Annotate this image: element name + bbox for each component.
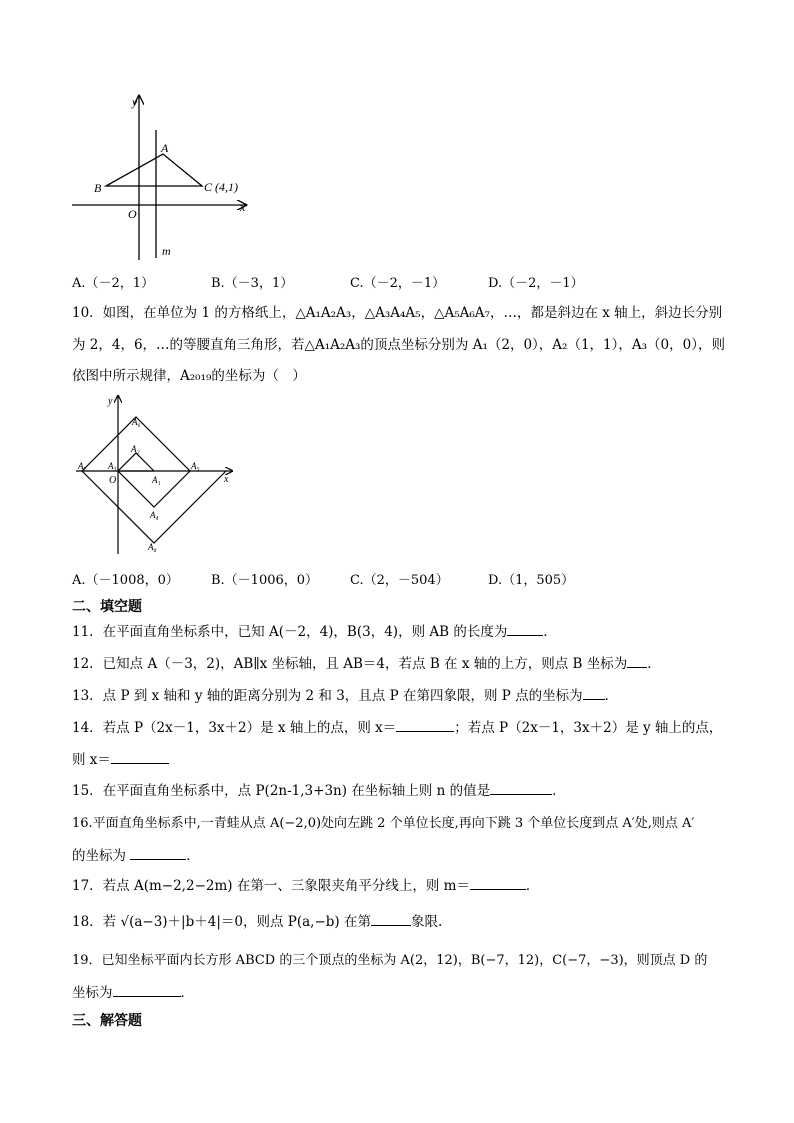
q18: [72, 912, 442, 931]
point-a-label: A: [161, 141, 169, 155]
q9-option-d[interactable]: D.（－2，－1）: [488, 276, 584, 291]
section-answer-heading: 三、解答题: [72, 1013, 142, 1029]
q14-part-b: ；若点 P（2x－1，3x＋2）是 y 轴上的点，: [454, 720, 723, 736]
label-a5: A₅: [191, 461, 200, 471]
q11: [72, 622, 557, 641]
q13-tail: ．: [604, 688, 619, 704]
label-a3: A₃: [108, 461, 117, 471]
q15-answer-blank[interactable]: [490, 781, 552, 795]
figure-q10: [74, 392, 238, 556]
q9-option-a[interactable]: A.（－2，1）: [72, 276, 155, 291]
q12-answer-blank[interactable]: [627, 654, 647, 668]
q19-line-1: 19．已知坐标平面内长方形 ABCD 的三个顶点的坐标为 A(2，12)，B(−7，12)，C(−7，−3)，则顶点 D 的: [72, 953, 708, 968]
q10-line-2: 为 2，4，6，…的等腰直角三角形，若△A₁A₂A₃的顶点坐标分别为 A₁（2，0），A₂（1，1），A₃（0，0），则: [72, 337, 725, 353]
q10-options: [72, 569, 574, 588]
q18-tail: 象限.: [410, 914, 443, 930]
label-a6: A₆: [132, 417, 141, 427]
q19-line-2: [72, 983, 194, 1002]
line-m-label: m: [162, 244, 171, 258]
q12-text: 12．已知点 A（－3，2)，AB∥x 坐标轴，且 AB＝4，若点 B 在 x 轴的上方，则点 B 坐标为: [72, 656, 628, 672]
q16-tail: ．: [186, 848, 200, 864]
q16-answer-blank[interactable]: [130, 846, 186, 860]
label-a8: A₈: [148, 542, 157, 552]
q11-answer-blank[interactable]: [507, 622, 543, 636]
q12-tail: ．: [647, 656, 661, 672]
q10-line-3: 依图中所示规律，A₂₀₁₉的坐标为（ ）: [72, 368, 306, 384]
q14-line-1: [72, 718, 722, 737]
q19-text: 坐标为: [72, 985, 113, 1001]
q9-option-c[interactable]: C.（－2，－1）: [350, 276, 446, 291]
q16-line-1: 16.平面直角坐标系中,一青蛙从点 A(−2,0)处向左跳 2 个单位长度,再向下跳 3 个单位长度到点 A′处,则点 A′: [72, 816, 695, 831]
q17-text: 17．若点 A(m−2,2−2m) 在第一、三象限夹角平分线上，则 m＝: [72, 878, 470, 894]
label-a2: A₂: [131, 444, 140, 454]
q13: [72, 686, 618, 705]
q11-text: 11．在平面直角坐标系中，已知 A(－2，4)，B(3，4)，则 AB 的长度为: [72, 624, 508, 640]
q10-option-c[interactable]: C.（2，－504）: [350, 573, 449, 588]
q10-option-b[interactable]: B.（－1006，0）: [211, 573, 319, 588]
x-axis-label: x: [240, 200, 246, 214]
q19-tail: ．: [180, 985, 194, 1001]
origin-label: O: [128, 207, 137, 221]
q10-option-d[interactable]: D.（1，505）: [488, 573, 575, 588]
q12: [72, 654, 661, 673]
q10-option-a[interactable]: A.（－1008，0）: [72, 573, 179, 588]
q14-part-a: 14．若点 P（2x－1，3x＋2）是 x 轴上的点，则 x＝: [72, 720, 397, 736]
fig10-x-label: x: [224, 474, 229, 485]
q18-text: 18．若 √(a−3)＋|b＋4|＝0，则点 P(a,−b) 在第: [72, 914, 371, 930]
fig10-origin-label: O: [109, 475, 117, 486]
q15-text: 15．在平面直角坐标系中，点 P(2n-1,3+3n) 在坐标轴上则 n 的值是: [72, 783, 491, 799]
label-a1: A₁: [152, 475, 161, 485]
q14-line-2: [72, 750, 169, 769]
q13-text: 13．点 P 到 x 轴和 y 轴的距离分别为 2 和 3，且点 P 在第四象限，则 P 点的坐标为: [72, 688, 583, 704]
point-c-coordinate: (4,1): [215, 180, 238, 194]
q9-option-b[interactable]: B.（－3，1）: [211, 276, 294, 291]
point-b-label: B: [94, 181, 102, 195]
q9-options: [72, 272, 584, 291]
q15-tail: ．: [552, 783, 566, 799]
q13-answer-blank[interactable]: [583, 686, 605, 700]
section-fill-in-heading: 二、填空题: [72, 599, 142, 615]
q14-answer-blank-1[interactable]: [396, 718, 454, 732]
triangle-abc: [106, 154, 202, 186]
q10-line-1: 10．如图，在单位为 1 的方格纸上，△A₁A₂A₃，△A₃A₄A₅，△A₅A₆A₇，…，都是斜边在 x 轴上，斜边长分别: [72, 305, 723, 321]
q17: [72, 876, 539, 895]
figure-q9: [66, 92, 256, 264]
q16-text: 的坐标为: [72, 848, 126, 864]
fig10-y-label: y: [108, 396, 113, 407]
label-a7: A₇: [78, 461, 87, 471]
q14-part-c: 则 x＝: [72, 752, 111, 768]
q15: [72, 781, 566, 800]
y-axis-label: y: [132, 95, 138, 109]
q17-tail: ．: [525, 878, 540, 894]
label-a4: A₄: [150, 510, 159, 520]
q16-line-2: [72, 846, 200, 865]
q14-answer-blank-2[interactable]: [111, 750, 169, 764]
q17-answer-blank[interactable]: [470, 876, 526, 890]
q11-tail: ．: [543, 624, 557, 640]
q19-answer-blank[interactable]: [113, 983, 181, 997]
q18-answer-blank[interactable]: [371, 912, 411, 926]
point-c-label: C: [204, 180, 213, 194]
